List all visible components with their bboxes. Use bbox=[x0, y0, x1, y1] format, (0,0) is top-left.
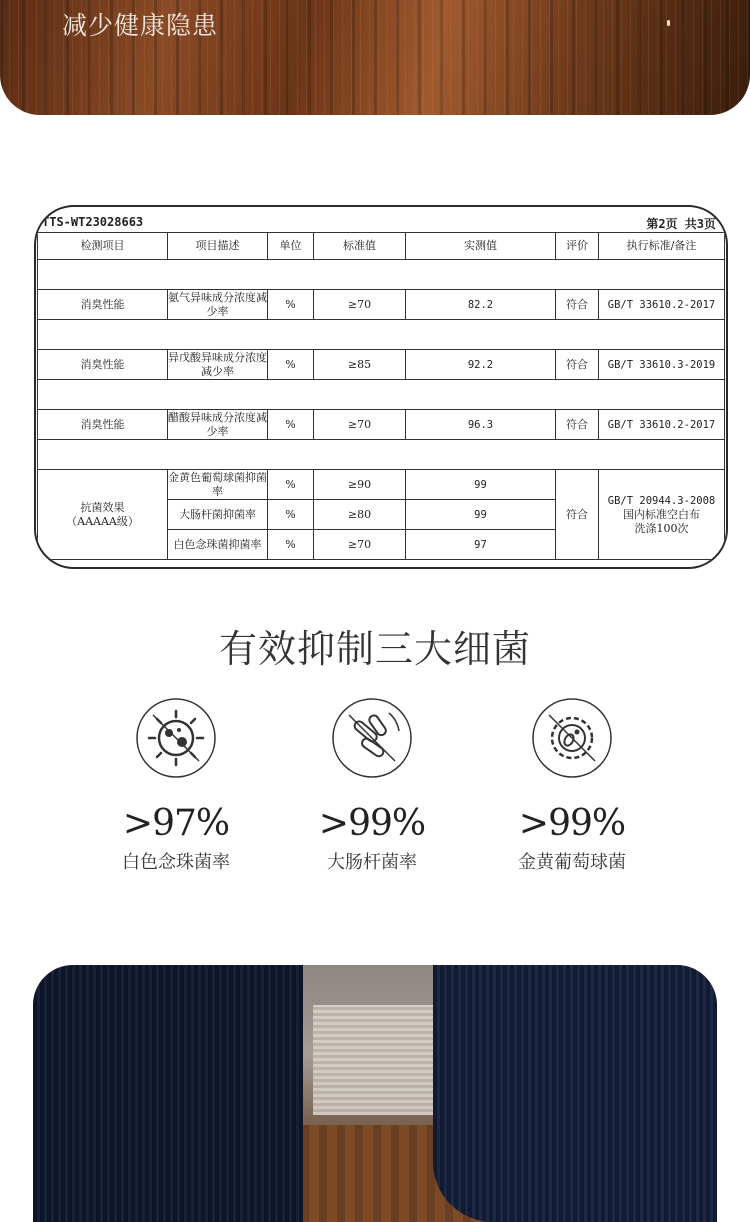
header-cell: 项目描述 bbox=[168, 233, 268, 260]
stat-item bbox=[482, 697, 662, 874]
cell-item-antibac bbox=[38, 470, 168, 560]
stat-item bbox=[86, 697, 266, 874]
cell-eval: 符合 bbox=[556, 410, 599, 440]
cell-std: ≥70 bbox=[314, 530, 406, 560]
header-cell: 执行标准/备注 bbox=[599, 233, 725, 260]
report-id: TTS-WT23028663 bbox=[42, 215, 144, 229]
table-spacer-row bbox=[38, 260, 725, 290]
header-cell: 实测值 bbox=[406, 233, 556, 260]
header-cell: 检测项目 bbox=[38, 233, 168, 260]
antibac-item: 抗菌效果 bbox=[80, 500, 125, 514]
cell-unit: % bbox=[268, 290, 314, 320]
table-spacer-row bbox=[38, 320, 725, 350]
note-line: 洗涤100次 bbox=[634, 521, 689, 535]
cell-unit: % bbox=[268, 350, 314, 380]
cell-desc: 大肠杆菌抑菌率 bbox=[168, 500, 268, 530]
section-title: 有效抑制三大细菌 bbox=[218, 627, 531, 671]
cell-note bbox=[599, 470, 725, 560]
germ-virus-icon bbox=[135, 697, 217, 779]
cell-std: ≥80 bbox=[314, 500, 406, 530]
cell-desc: 异戊酸异味成分浓度减少率 bbox=[168, 350, 267, 378]
cell-note: GB/T 33610.3-2019 bbox=[599, 350, 725, 380]
table-row bbox=[38, 470, 725, 500]
table-row bbox=[38, 410, 725, 440]
cell-note: GB/T 33610.2-2017 bbox=[599, 410, 725, 440]
cell-desc: 醋酸异味成分浓度减少率 bbox=[168, 410, 267, 438]
stat-item bbox=[282, 697, 462, 874]
cell-std: ≥90 bbox=[314, 470, 406, 500]
cell-desc: 白色念珠菌抑菌率 bbox=[168, 530, 268, 560]
cell-item: 消臭性能 bbox=[38, 410, 168, 440]
cell-std: ≥70 bbox=[314, 410, 406, 440]
stat-percent: >97% bbox=[122, 803, 230, 844]
cell-value: 97 bbox=[406, 530, 556, 560]
table-header-row bbox=[38, 233, 725, 260]
cell-unit: % bbox=[268, 530, 314, 560]
cell-unit: % bbox=[268, 500, 314, 530]
cell-std: ≥85 bbox=[314, 350, 406, 380]
product-photo bbox=[33, 965, 717, 1222]
cell-eval: 符合 bbox=[556, 470, 599, 560]
report-header bbox=[36, 215, 726, 231]
cell-value: 99 bbox=[406, 500, 556, 530]
cell-unit: % bbox=[268, 410, 314, 440]
rod-bacteria-icon bbox=[331, 697, 413, 779]
test-report bbox=[34, 205, 728, 569]
cell-unit: % bbox=[268, 470, 314, 500]
table-spacer-row bbox=[38, 440, 725, 470]
photo-pant-left bbox=[33, 965, 303, 1222]
hero-highlight bbox=[667, 20, 670, 26]
stat-percent: >99% bbox=[318, 803, 426, 844]
cocci-bacteria-icon bbox=[531, 697, 613, 779]
header-cell: 单位 bbox=[268, 233, 314, 260]
cell-value: 99 bbox=[406, 470, 556, 500]
header-cell: 评价 bbox=[556, 233, 599, 260]
report-page: 第2页 共3页 bbox=[646, 217, 716, 231]
header-cell: 标准值 bbox=[314, 233, 406, 260]
cell-eval: 符合 bbox=[556, 350, 599, 380]
stat-label: 金黄葡萄球菌 bbox=[518, 852, 626, 873]
photo-pant-right bbox=[433, 965, 717, 1222]
table-row bbox=[38, 290, 725, 320]
cell-value: 96.3 bbox=[406, 410, 556, 440]
table-spacer-row bbox=[38, 380, 725, 410]
cell-item: 消臭性能 bbox=[38, 350, 168, 380]
hero-banner-image bbox=[0, 0, 750, 115]
cell-desc: 金黄色葡萄球菌抑菌率 bbox=[168, 470, 267, 498]
stat-label: 大肠杆菌率 bbox=[327, 852, 417, 873]
cell-note: GB/T 33610.2-2017 bbox=[599, 290, 725, 320]
note-line: 国内标准空白布 bbox=[623, 507, 700, 521]
stat-percent: >99% bbox=[518, 803, 626, 844]
cell-eval: 符合 bbox=[556, 290, 599, 320]
cell-item: 消臭性能 bbox=[38, 290, 168, 320]
report-table bbox=[37, 232, 725, 560]
hero-text: 减少健康隐患 bbox=[62, 11, 219, 40]
cell-value: 82.2 bbox=[406, 290, 556, 320]
note-line: GB/T 20944.3-2008 bbox=[607, 494, 716, 507]
cell-value: 92.2 bbox=[406, 350, 556, 380]
table-row bbox=[38, 350, 725, 380]
stat-label: 白色念珠菌率 bbox=[122, 852, 230, 873]
antibac-grade: （AAAAA级） bbox=[66, 514, 139, 528]
cell-std: ≥70 bbox=[314, 290, 406, 320]
cell-desc: 氨气异味成分浓度减少率 bbox=[168, 290, 267, 318]
